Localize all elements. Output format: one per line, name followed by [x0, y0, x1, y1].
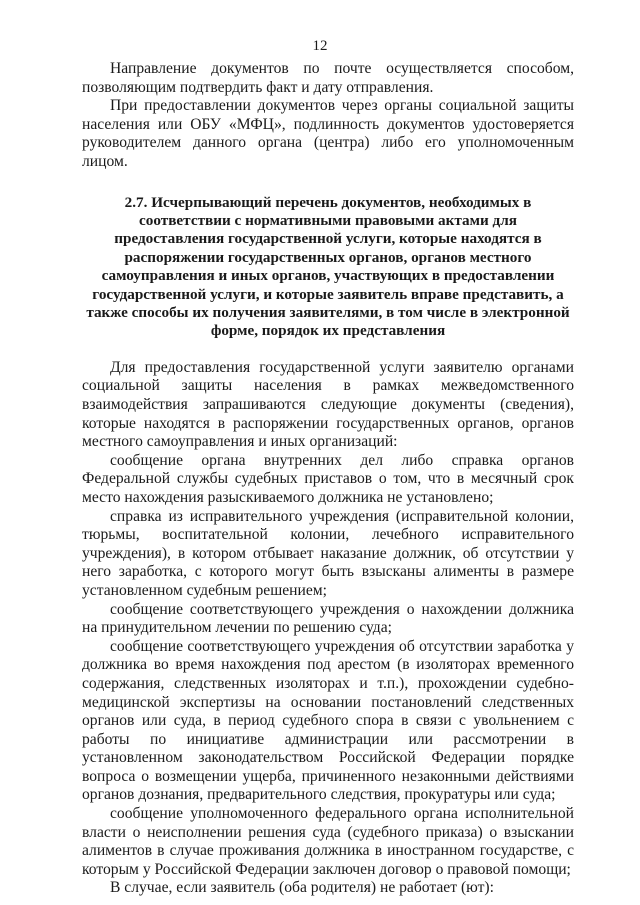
list-item-no-earnings-arrest: сообщение соответствующего учреждения об отсутствии заработка у должника во время нахождения под арестом (в изоляторах временного содержания, следственных изоляторах и т.п.), прохождении судебно-медицинской экспертизы на основании постановлений следственных органов или суда, в период судебного спора в связи с увольнением с работы по инициативе администрации или рассмотрении в установленном законодательством Российской Федерации порядке вопроса о возмещении ущерба, причиненного незаконными действиями органов дознания, предварительного следствия, прокуратуры или суда; [82, 637, 574, 804]
paragraph-mail-delivery: Направление документов по почте осуществляется способом, позволяющим подтвердить факт и дату отправления. [82, 60, 574, 96]
list-item-police-report: сообщение органа внутренних дел либо справка органов Федеральной службы судебных приставов о том, что в месячный срок место нахождения разыскиваемого должника не установлено; [82, 451, 574, 506]
document-body [82, 60, 574, 898]
page-number: 12 [312, 38, 328, 54]
list-item-correctional-certificate: справка из исправительного учреждения (исправительной колонии, тюрьмы, воспитательной колонии, лечебного исправительного учреждения), в котором отбывает наказание должник, об отсутствии у него заработка, с которого могут быть взысканы алименты в размере установленном судебным решением; [82, 507, 574, 599]
paragraph-unemployed-applicant: В случае, если заявитель (оба родителя) не работает (ют): [110, 879, 494, 897]
paragraph-authenticity: При предоставлении документов через органы социальной защиты населения или ОБУ «МФЦ», подлинность документов удостоверяется руководителем данного органа (центра) либо его уполномоченным лицом. [82, 97, 574, 170]
section-heading-2-7: 2.7. Исчерпывающий перечень документов, необходимых в соответствии с нормативными правовыми актами для предоставления государственной услуги, которые находятся в распоряжении государственных органов, органов местного самоуправления и иных органов, участвующих в предоставлении государственной услуги, и которые заявитель вправе представить, а также способы их получения заявителями, в том числе в электронной форме, порядок их представления [86, 193, 570, 340]
list-item-compulsory-treatment: сообщение соответствующего учреждения о нахождении должника на принудительном лечении по решению суда; [82, 600, 574, 637]
paragraph-interagency-request: Для предоставления государственной услуги заявителю органами социальной защиты населения в рамках межведомственного взаимодействия запрашиваются следующие документы (сведения), которые находятся в распоряжении государственных органов, органов местного самоуправления и иных организаций: [82, 358, 574, 451]
list-item-foreign-state-nonexecution: сообщение уполномоченного федерального органа исполнительной власти о неисполнении решения суда (судебного приказа) о взыскании алиментов в случае проживания должника в иностранном государстве, с которым у Российской Федерации заключен договор о правовой помощи; [82, 805, 574, 878]
